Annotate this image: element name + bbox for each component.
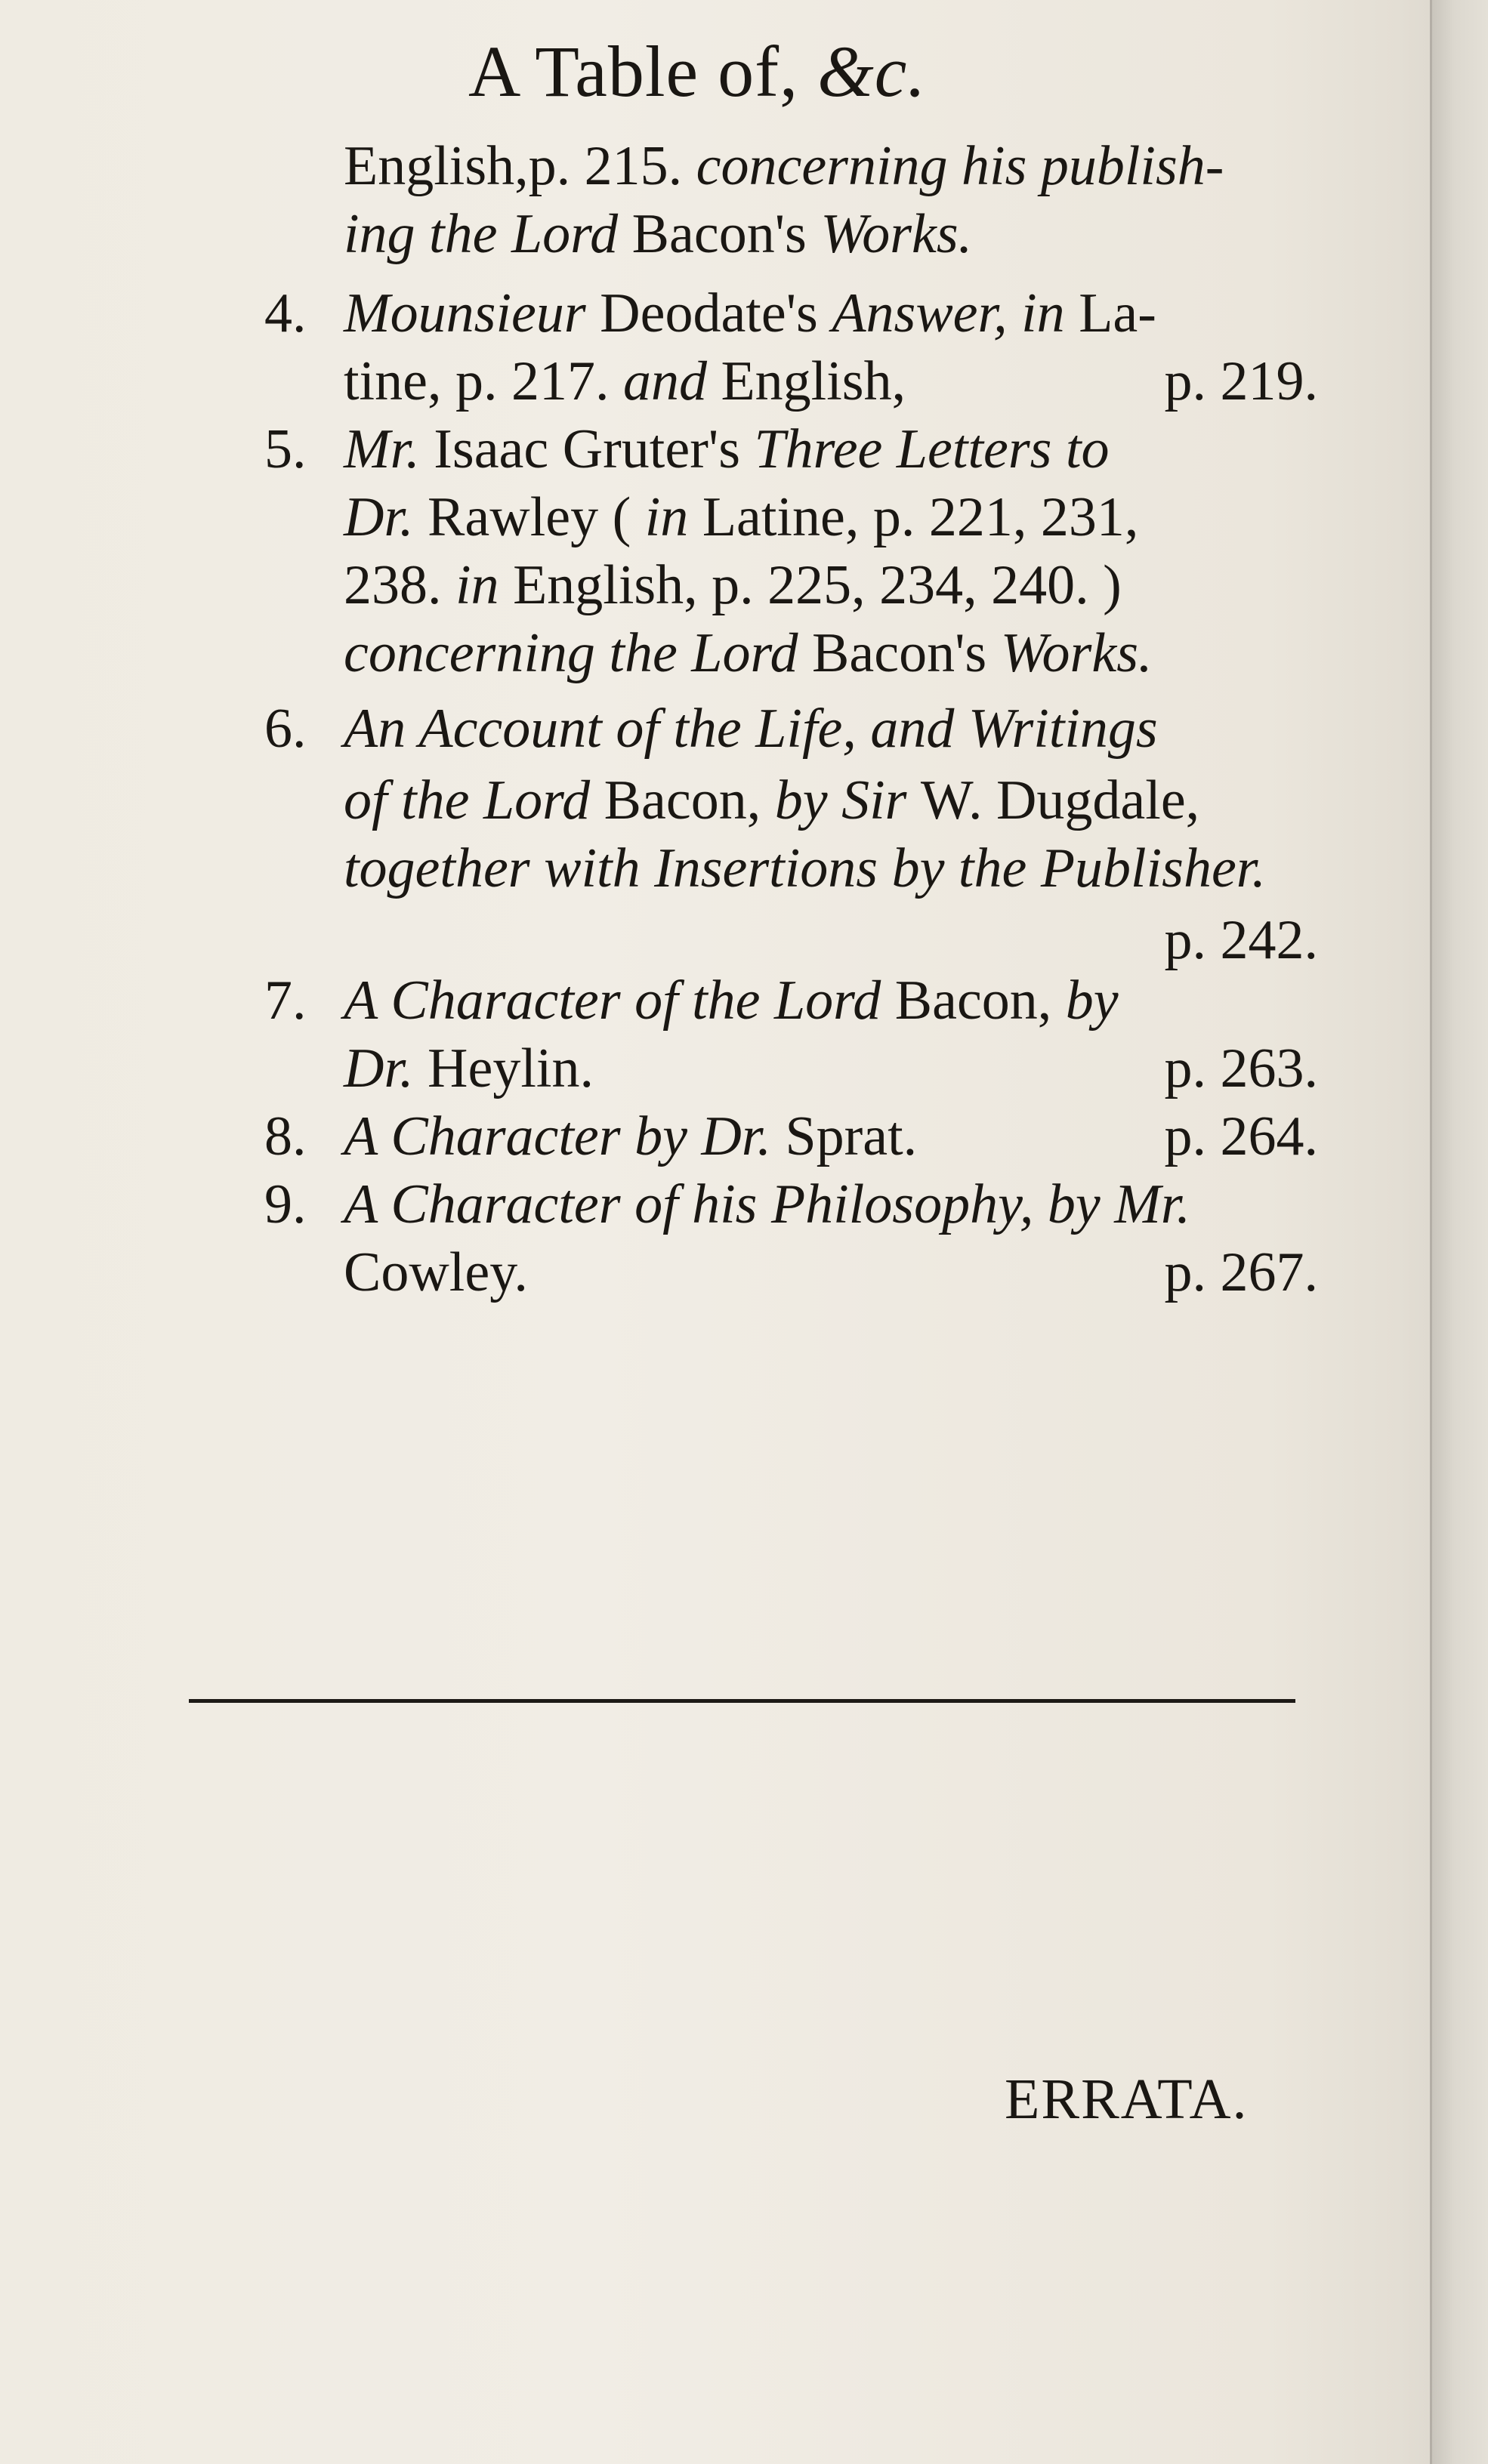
entry-7-line-2	[344, 1035, 1318, 1102]
gutter-line	[1430, 0, 1432, 2464]
text-span: in	[455, 554, 514, 616]
text-span: tine, p. 217.	[344, 350, 623, 412]
page-reference: p. 263.	[1164, 1038, 1318, 1099]
text-span: by Sir	[774, 769, 921, 831]
text-span: La-	[1079, 282, 1156, 344]
header-etc: &c.	[817, 31, 927, 112]
text-span: A Character of the Lord	[344, 970, 895, 1032]
text-span: Latine, p. 221, 231,	[702, 486, 1139, 548]
running-header	[468, 30, 926, 113]
entry-5-line-4	[344, 619, 1318, 687]
text-span: Works.	[820, 203, 973, 265]
text-span: concerning his publish-	[696, 135, 1224, 197]
text-span: Bacon,	[894, 970, 1066, 1032]
gutter-shadow	[1432, 0, 1488, 2464]
entry-9-number: 9.	[264, 1173, 307, 1235]
entry-7-line-1	[344, 967, 1318, 1035]
text-span: W. Dugdale,	[920, 769, 1200, 831]
entry-6-number: 6.	[264, 698, 307, 760]
page-reference: p. 242.	[1164, 909, 1318, 971]
entry-6-line-3	[344, 834, 1318, 902]
entry-6-line-2	[344, 766, 1318, 834]
page-reference: p. 264.	[1164, 1106, 1318, 1167]
text-span: 238.	[344, 554, 455, 616]
text-span: of the Lord	[344, 769, 604, 831]
text-span: Bacon's	[631, 203, 821, 265]
entry-5-line-2	[344, 483, 1318, 551]
text-span: Bacon,	[604, 769, 775, 831]
text-span: Works.	[1000, 622, 1153, 684]
entry-3-line-1	[344, 132, 1318, 200]
text-span: by	[1065, 970, 1119, 1032]
text-span: ing the Lord	[344, 203, 632, 265]
text-span: Bacon's	[812, 622, 1001, 684]
entry-9-line-1	[344, 1170, 1318, 1238]
entry-5-number: 5.	[264, 418, 307, 480]
text-span: Cowley.	[344, 1241, 528, 1303]
text-span: Heylin.	[428, 1038, 594, 1099]
entry-4-number: 4.	[264, 282, 307, 344]
text-span: Dr.	[344, 486, 428, 548]
horizontal-rule	[189, 1699, 1295, 1703]
entry-7-number: 7.	[264, 970, 307, 1032]
entry-4-line-2	[344, 347, 1318, 415]
text-span: English, p. 225, 234, 240. )	[513, 554, 1122, 616]
entry-5-line-1	[344, 415, 1318, 483]
text-span: in	[644, 486, 702, 548]
text-span: concerning the Lord	[344, 622, 813, 684]
text-span: Dr.	[344, 1038, 428, 1099]
text-span: Sprat.	[785, 1106, 918, 1167]
text-span: English,	[721, 350, 906, 412]
header-title: A Table of,	[468, 31, 799, 112]
text-span: An Account of the Life, and Writings	[344, 698, 1158, 760]
text-span: Three Letters to	[754, 418, 1110, 480]
text-span: Rawley (	[428, 486, 645, 548]
entry-8-line-1	[344, 1102, 1318, 1170]
entry-5-line-3	[344, 551, 1318, 619]
entry-6-line-1	[344, 695, 1318, 763]
errata-heading: ERRATA.	[1005, 2068, 1249, 2131]
text-span: A Character of his Philosophy, by Mr.	[344, 1173, 1190, 1235]
text-span: together with Insertions by the Publisher.	[344, 837, 1266, 899]
page-reference: p. 267.	[1164, 1241, 1318, 1303]
text-span: English,p. 215.	[344, 135, 696, 197]
text-span: Mounsieur	[344, 282, 600, 344]
text-span: Deodate's	[600, 282, 832, 344]
page-reference: p. 219.	[1164, 350, 1318, 412]
text-span: Isaac Gruter's	[434, 418, 755, 480]
entry-9-line-2	[344, 1238, 1318, 1306]
entry-8-number: 8.	[264, 1106, 307, 1167]
entry-6-line-4	[344, 906, 1318, 974]
entry-3-line-2	[344, 200, 1318, 268]
text-span: and	[622, 350, 721, 412]
text-span: A Character by Dr.	[344, 1106, 786, 1167]
text-span: Answer, in	[832, 282, 1079, 344]
entry-4-line-1	[344, 279, 1318, 347]
text-span: Mr.	[344, 418, 434, 480]
